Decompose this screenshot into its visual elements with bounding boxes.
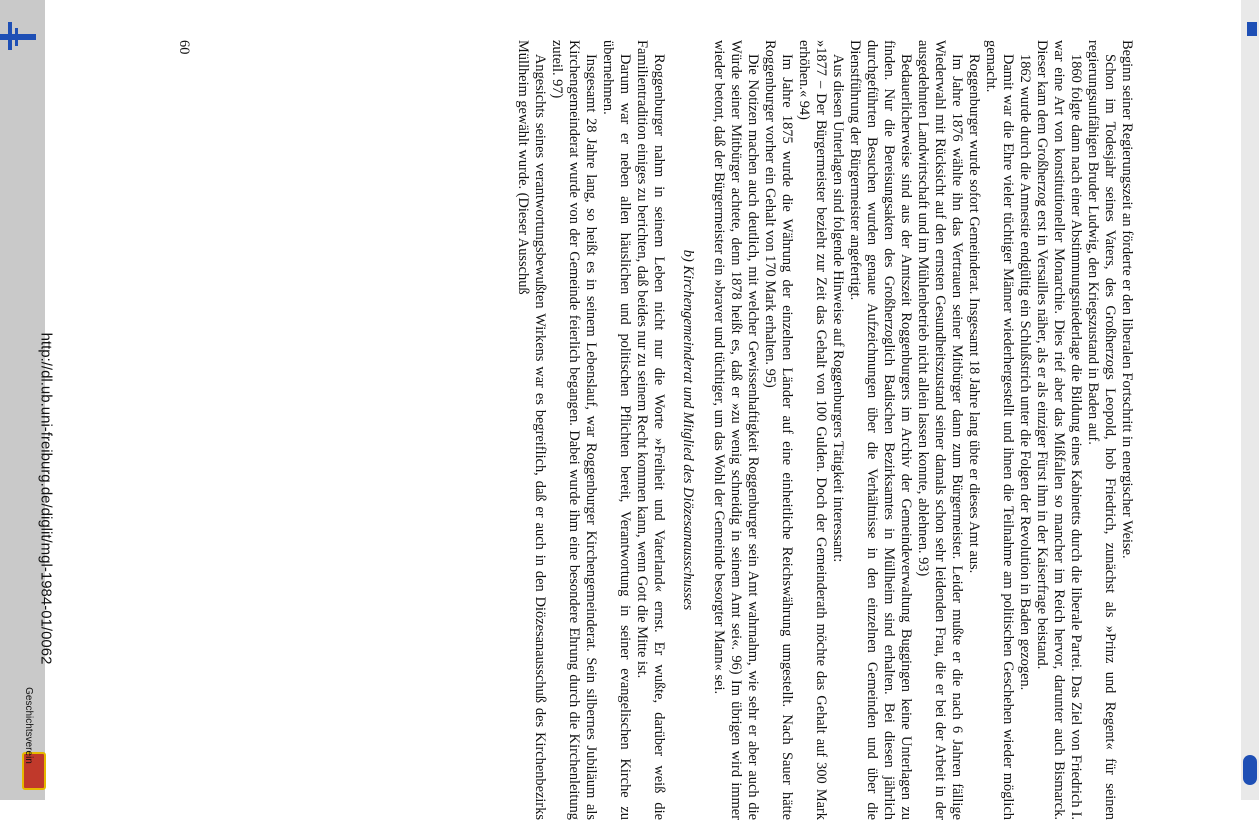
paragraph: Schon im Todesjahr seines Vaters, des Großherzogs Leopold, hob Friedrich, zunächst als »Prinz und Regent« für seinen regierungsunfähigen Bruder Ludwig, den Kriegszustand in Baden auf.: [1085, 40, 1118, 820]
paragraph: Roggenburger wurde sofort Gemeinderat. Insgesamt 18 Jahre lang übte er dieses Amt aus.: [966, 54, 982, 574]
paragraph: Aus diesen Unterlagen sind folgende Hinweise auf Roggenburgers Tätigkeit interessant:: [830, 54, 846, 563]
footer-url[interactable]: http://dl.ub.uni-freiburg.de/diglit/mgl-1984-01/0062: [37, 332, 55, 665]
paragraph: Angesichts seines verantwortungsbewußten Wirkens war es begreiflich, daß er auch in den Diözesanausschuß des Kirchenbezirks Müllheim gewählt wurde. (Dieser Ausschuß: [515, 40, 548, 820]
paragraph: Darum war er neben allen häuslichen und politischen Pflichten bereit, Verantwortung in seiner evangelischen Kirche zu übernehmen.: [600, 40, 633, 820]
document-page: [175, 40, 1135, 820]
right-nav-marker-icon[interactable]: [1247, 22, 1257, 36]
paragraph: Beginn seiner Regierungszeit an förderte er den liberalen Fortschritt in energischer Weise.: [1119, 40, 1135, 559]
paragraph: Bedauerlicherweise sind aus der Amtszeit Roggenburgers im Archiv der Gemeindeverwaltung Buggingen keine Unterlagen zu finden. Nur die Bereisungsakten des Großherzoglich Badischen Bezirksamtes in Müllheim sind erhalten. Bei diesen jährlich durchgeführten Besuchen wurden genaue Aufzeichnungen über die Verhältnisse in den einzelnen Gemeinden und über die Dienstführung der Bürgermeister angefertigt.: [847, 40, 914, 820]
paragraph: 1862 wurde durch die Amnestie endgültig ein Schlußstrich unter die Folgen der Revolution in Baden gezogen.: [1017, 54, 1033, 691]
page-number: 60: [176, 40, 192, 55]
right-logo-icon: [1243, 755, 1257, 785]
paragraph: Damit war die Ehre vieler tüchtiger Männer wiederhergestellt und ihnen die Teilnahme am politischen Geschehen wieder möglich gemacht.: [983, 40, 1016, 820]
paragraph: Im Jahre 1875 wurde die Währung der einzelnen Länder auf eine einheitliche Reichswährung umgestellt. Nach Sauer hätte Roggenburger vorher ein Gehalt von 170 Mark erhalten. 95): [762, 40, 795, 820]
body-text-before: [710, 40, 1135, 820]
paragraph: Insgesamt 28 Jahre lang, so heißt es in seinem Lebenslauf, war Roggenburger Kirchengemeinderat. Sein silbernes Jubiläum als Kirchengemeinderat wurde von der Gemeinde feierlich begangen. Dabei wurde ihm eine besondere Ehrung durch die Kirchenleitung zuteil. 97): [549, 40, 599, 820]
paragraph: 1860 folgte dann nach einer Abstimmungsniederlage die Bildung eines Kabinetts durch die liberale Partei. Das Ziel von Friedrich I. war eine Art von konstitutioneller Monarchie. Dies rief aber das Mißfallen so mancher im Reich hervor, darunter auch Bismarck. Dieser kam dem Großherzog erst in Versailles näher, als er als einziger Fürst ihm in der Kaiserfrage beistand.: [1034, 40, 1084, 820]
nav-marker-icon-bar: [8, 22, 12, 50]
viewer-right-strip: [1241, 0, 1259, 800]
body-text-after: [514, 40, 667, 820]
nav-marker-icon[interactable]: [0, 34, 36, 40]
paragraph: Die Notizen machen auch deutlich, mit welcher Gewissenhaftigkeit Roggenburger sein Amt wahrnahm, wie sehr er aber auch die Würde seiner Mitbürger achtete, denn 1878 heißt es, daß er »zu wenig schneidig in seinem Amt sei«. 96) Im übrigen wird immer wieder betont, daß der Bürgermeister ein »braver und tüchtiger, um das Wohl der Gemeinde besorgter Mann« sei.: [711, 40, 761, 820]
nav-marker-icon-bar-2: [15, 28, 18, 46]
paragraph: Roggenburger nahm in seinem Leben nicht nur die Worte »Freiheit und Vaterland« ernst. Er wußte, darüber weiß die Familientradition einiges zu berichten, daß beides nur zu seinem Recht kommen kann, wenn Gott die Mitte ist.: [634, 40, 667, 820]
section-heading: b) Kirchengemeinderat und Mitglied des Diözesanausschusses: [680, 249, 696, 611]
paragraph: Im Jahre 1876 wählte ihn das Vertrauen seiner Mitbürger dann zum Bürgermeister. Leider mußte er die nach 6 Jahren fällige Wiederwahl mit Rücksicht auf den ernsten Gesundheitszustand seiner damals schon sehr leidenden Frau, die er bei der Arbeit in der ausgedehnten Landwirtschaft und im Mühlenbetrieb nicht allein lassen konnte, ablehnen. 93): [915, 40, 965, 820]
logo-text-1: Geschichtsverein: [22, 687, 34, 764]
paragraph: »1877 – Der Bürgermeister bezieht zur Zeit das Gehalt von 100 Gulden. Doch der Gemeinderath möchte das Gehalt auf 300 Mark erhöhen.« 94): [796, 40, 829, 820]
